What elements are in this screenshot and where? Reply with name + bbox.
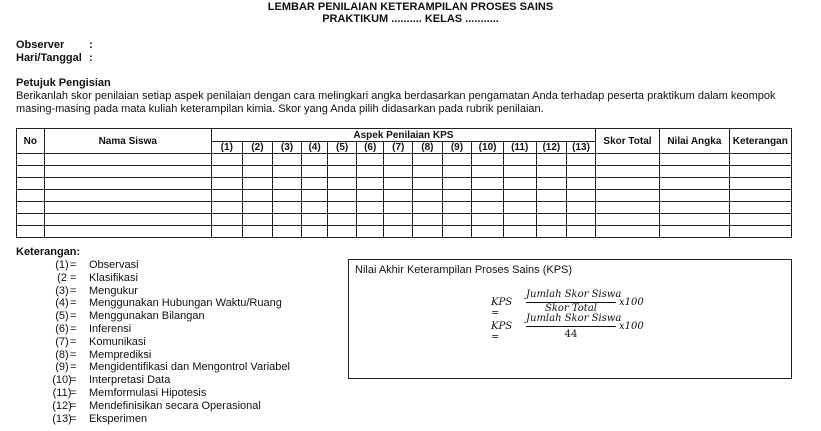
- legend-item-label: Menggunakan Bilangan: [89, 310, 205, 323]
- table-cell[interactable]: [660, 226, 729, 238]
- table-cell[interactable]: [472, 178, 504, 190]
- table-cell[interactable]: [44, 226, 211, 238]
- table-cell[interactable]: [503, 190, 536, 202]
- table-cell[interactable]: [536, 154, 567, 166]
- table-cell[interactable]: [356, 190, 384, 202]
- table-cell[interactable]: [660, 190, 729, 202]
- table-cell[interactable]: [503, 166, 536, 178]
- table-cell[interactable]: [472, 154, 504, 166]
- observer-colon: :: [89, 39, 93, 51]
- table-cell[interactable]: [44, 154, 211, 166]
- table-cell[interactable]: [729, 154, 791, 166]
- table-cell[interactable]: [328, 226, 357, 238]
- table-cell[interactable]: [472, 190, 504, 202]
- aspect-number-header: (5): [328, 142, 357, 154]
- table-cell[interactable]: [442, 166, 472, 178]
- table-cell[interactable]: [660, 214, 729, 226]
- formula-2-denominator: 44: [564, 329, 578, 340]
- table-cell[interactable]: [328, 166, 357, 178]
- formula-2-lhs: KPS =: [491, 321, 513, 343]
- table-cell[interactable]: [356, 226, 384, 238]
- aspect-number-header: (6): [356, 142, 384, 154]
- table-cell[interactable]: [17, 166, 45, 178]
- table-cell[interactable]: [44, 190, 211, 202]
- legend-item-number: (9): [55, 361, 69, 374]
- table-cell[interactable]: [595, 202, 659, 214]
- legend-item-number: (5): [55, 310, 69, 323]
- legend-item-number: (4): [55, 297, 69, 310]
- table-cell[interactable]: [211, 178, 242, 190]
- table-cell[interactable]: [17, 202, 45, 214]
- instructions-line-2: masing-masing pada mata kuliah keterampilan kimia. Skor yang Anda pilih didasarkan pada rubrik penilaian.: [16, 103, 544, 115]
- table-cell[interactable]: [328, 178, 357, 190]
- table-cell[interactable]: [729, 166, 791, 178]
- table-cell[interactable]: [413, 190, 443, 202]
- col-aspect-header: Aspek Penilaian KPS: [211, 129, 595, 142]
- aspect-number-header: (8): [413, 142, 443, 154]
- col-name-header: Nama Siswa: [44, 129, 211, 154]
- table-cell[interactable]: [384, 190, 413, 202]
- legend-item-equals: =: [70, 386, 77, 399]
- table-cell[interactable]: [242, 226, 273, 238]
- legend-item-number: (10): [52, 374, 72, 387]
- table-cell[interactable]: [413, 202, 443, 214]
- table-cell[interactable]: [44, 214, 211, 226]
- table-cell[interactable]: [595, 154, 659, 166]
- aspect-number-header: (7): [384, 142, 413, 154]
- legend-item-number: (3): [55, 284, 69, 297]
- table-cell[interactable]: [503, 178, 536, 190]
- table-cell[interactable]: [536, 214, 567, 226]
- table-cell[interactable]: [273, 166, 302, 178]
- formula-1-rhs: x100: [619, 297, 644, 308]
- table-cell[interactable]: [17, 190, 45, 202]
- legend-item-label: Menggunakan Hubungan Waktu/Ruang: [89, 297, 282, 310]
- table-cell[interactable]: [503, 226, 536, 238]
- formula-2-rhs: x100: [619, 321, 644, 332]
- final-score-box: [348, 259, 792, 379]
- table-cell[interactable]: [595, 178, 659, 190]
- table-cell[interactable]: [211, 166, 242, 178]
- instructions-heading: Petujuk Pengisian: [16, 77, 111, 89]
- table-cell[interactable]: [211, 226, 242, 238]
- table-cell[interactable]: [567, 202, 596, 214]
- table-cell[interactable]: [472, 166, 504, 178]
- table-cell[interactable]: [328, 202, 357, 214]
- table-cell[interactable]: [301, 154, 328, 166]
- legend-item-number: (12): [52, 399, 72, 412]
- table-cell[interactable]: [211, 202, 242, 214]
- date-colon: :: [89, 52, 93, 64]
- table-cell[interactable]: [273, 190, 302, 202]
- table-cell[interactable]: [301, 178, 328, 190]
- legend-item-number: (2: [57, 271, 67, 284]
- table-cell[interactable]: [503, 202, 536, 214]
- table-cell[interactable]: [660, 178, 729, 190]
- table-cell[interactable]: [17, 154, 45, 166]
- legend-item-label: Mengukur: [89, 284, 138, 297]
- legend-item-number: (1): [55, 259, 69, 271]
- table-cell[interactable]: [242, 214, 273, 226]
- table-cell[interactable]: [442, 178, 472, 190]
- table-cell[interactable]: [384, 178, 413, 190]
- table-cell[interactable]: [301, 190, 328, 202]
- table-cell[interactable]: [567, 166, 596, 178]
- table-cell[interactable]: [729, 226, 791, 238]
- legend-item-equals: =: [70, 361, 77, 374]
- table-cell[interactable]: [301, 166, 328, 178]
- legend-item-label: Interpretasi Data: [89, 374, 171, 387]
- table-cell[interactable]: [384, 166, 413, 178]
- table-cell[interactable]: [442, 226, 472, 238]
- aspect-number-header: (11): [503, 142, 536, 154]
- final-score-title: Nilai Akhir Keterampilan Proses Sains (KPS): [355, 264, 573, 276]
- formula-2-numerator: Jumlah Skor Siswa: [526, 313, 622, 324]
- legend-item-equals: =: [70, 271, 77, 284]
- legend-item-label: Eksperimen: [89, 412, 148, 425]
- table-cell[interactable]: [503, 214, 536, 226]
- table-cell[interactable]: [442, 190, 472, 202]
- aspect-number-header: (13): [567, 142, 596, 154]
- table-cell[interactable]: [413, 166, 443, 178]
- table-cell[interactable]: [301, 226, 328, 238]
- table-cell[interactable]: [17, 214, 45, 226]
- aspect-number-header: (2): [242, 142, 273, 154]
- formula-2-fraction-bar: [526, 326, 616, 327]
- instructions-line-1: Berikanlah skor penilaian setiap aspek penilaian dengan cara melingkari angka berdasarkan pengamatan Anda terhadap peserta praktikum dalam keompok: [16, 90, 776, 102]
- formula-1-denominator: Skor Total: [545, 303, 597, 314]
- table-cell[interactable]: [328, 190, 357, 202]
- table-cell[interactable]: [384, 226, 413, 238]
- aspect-number-header: (3): [273, 142, 302, 154]
- table-cell[interactable]: [503, 154, 536, 166]
- table-cell[interactable]: [413, 178, 443, 190]
- col-value-header: Nilai Angka: [660, 129, 729, 154]
- table-cell[interactable]: [242, 202, 273, 214]
- legend-item-equals: =: [70, 284, 77, 297]
- legend-item-equals: =: [70, 412, 77, 425]
- legend-heading: Keterangan:: [16, 246, 81, 258]
- table-cell[interactable]: [660, 166, 729, 178]
- col-note-header: Keterangan: [729, 129, 791, 154]
- legend-item-number: (8): [55, 348, 69, 361]
- table-cell[interactable]: [328, 154, 357, 166]
- table-cell[interactable]: [44, 178, 211, 190]
- table-cell[interactable]: [242, 166, 273, 178]
- table-cell[interactable]: [301, 202, 328, 214]
- table-cell[interactable]: [472, 202, 504, 214]
- legend-item-label: Inferensi: [89, 322, 132, 335]
- legend-item-equals: =: [70, 348, 77, 361]
- table-cell[interactable]: [660, 154, 729, 166]
- aspect-number-header: (9): [442, 142, 472, 154]
- table-cell[interactable]: [729, 178, 791, 190]
- table-cell[interactable]: [17, 226, 45, 238]
- legend-item-label: Memformulasi Hipotesis: [89, 386, 207, 399]
- legend-item-label: Mengidentifikasi dan Mengontrol Variabel: [89, 361, 290, 374]
- legend-item-label: Klasifikasi: [89, 271, 138, 284]
- table-cell[interactable]: [729, 202, 791, 214]
- table-cell[interactable]: [242, 178, 273, 190]
- legend-item-equals: =: [70, 322, 77, 335]
- table-cell[interactable]: [273, 178, 302, 190]
- legend-item-label: Memprediksi: [89, 348, 152, 361]
- table-cell[interactable]: [242, 190, 273, 202]
- legend-item-number: (11): [52, 386, 72, 399]
- table-row: [17, 214, 792, 226]
- table-cell[interactable]: [273, 202, 302, 214]
- table-cell[interactable]: [17, 178, 45, 190]
- formula-1-lhs: KPS =: [491, 297, 513, 319]
- table-cell[interactable]: [273, 226, 302, 238]
- table-cell[interactable]: [536, 226, 567, 238]
- table-cell[interactable]: [301, 214, 328, 226]
- formula-1-numerator: Jumlah Skor Siswa: [526, 289, 622, 300]
- table-cell[interactable]: [44, 202, 211, 214]
- table-cell[interactable]: [413, 154, 443, 166]
- table-cell[interactable]: [356, 214, 384, 226]
- table-cell[interactable]: [536, 178, 567, 190]
- legend-item-number: (7): [55, 335, 69, 348]
- table-cell[interactable]: [384, 154, 413, 166]
- table-row: [17, 166, 792, 178]
- table-cell[interactable]: [729, 214, 791, 226]
- table-cell[interactable]: [472, 214, 504, 226]
- table-row: [17, 178, 792, 190]
- table-cell[interactable]: [356, 202, 384, 214]
- table-row: [17, 226, 792, 238]
- table-cell[interactable]: [328, 214, 357, 226]
- table-cell[interactable]: [567, 214, 596, 226]
- legend-item-equals: =: [70, 374, 77, 387]
- col-total-header: Skor Total: [595, 129, 659, 154]
- table-cell[interactable]: [356, 178, 384, 190]
- legend-item-number: (6): [55, 322, 69, 335]
- legend-item-label: Komunikasi: [89, 335, 146, 348]
- table-row: [17, 190, 792, 202]
- legend-item-equals: =: [70, 399, 77, 412]
- aspect-number-header: (12): [536, 142, 567, 154]
- table-cell[interactable]: [595, 190, 659, 202]
- table-cell[interactable]: [384, 202, 413, 214]
- observer-label: Observer: [16, 39, 65, 51]
- table-cell[interactable]: [356, 166, 384, 178]
- legend-item-number: (13): [52, 412, 72, 425]
- table-cell[interactable]: [211, 214, 242, 226]
- legend-item-equals: =: [70, 310, 77, 323]
- table-cell[interactable]: [472, 226, 504, 238]
- table-cell[interactable]: [211, 190, 242, 202]
- table-row: [17, 154, 792, 166]
- table-cell[interactable]: [413, 214, 443, 226]
- table-cell[interactable]: [595, 226, 659, 238]
- table-cell[interactable]: [442, 214, 472, 226]
- table-cell[interactable]: [536, 202, 567, 214]
- table-cell[interactable]: [442, 154, 472, 166]
- table-cell[interactable]: [595, 214, 659, 226]
- table-cell[interactable]: [536, 166, 567, 178]
- aspect-number-header: (10): [472, 142, 504, 154]
- table-cell[interactable]: [273, 154, 302, 166]
- table-cell[interactable]: [660, 202, 729, 214]
- table-cell[interactable]: [356, 154, 384, 166]
- table-cell[interactable]: [567, 190, 596, 202]
- table-cell[interactable]: [729, 190, 791, 202]
- legend-item-label: Mendefinisikan secara Operasional: [89, 399, 261, 412]
- table-cell[interactable]: [567, 154, 596, 166]
- table-cell[interactable]: [211, 154, 242, 166]
- col-no-header: No: [17, 129, 45, 154]
- legend-item-equals: =: [70, 259, 77, 271]
- table-cell[interactable]: [567, 226, 596, 238]
- table-cell[interactable]: [242, 154, 273, 166]
- aspect-number-header: (4): [301, 142, 328, 154]
- kps-assessment-table: [16, 128, 792, 238]
- legend-item-equals: =: [70, 335, 77, 348]
- table-row: [17, 202, 792, 214]
- date-label: Hari/Tanggal: [16, 52, 82, 64]
- table-cell[interactable]: [413, 226, 443, 238]
- table-cell[interactable]: [384, 214, 413, 226]
- legend-item-label: Observasi: [89, 259, 139, 271]
- table-cell[interactable]: [44, 166, 211, 178]
- table-cell[interactable]: [567, 178, 596, 190]
- table-cell[interactable]: [273, 214, 302, 226]
- table-cell[interactable]: [536, 190, 567, 202]
- legend-item-equals: =: [70, 297, 77, 310]
- table-body: [17, 154, 792, 238]
- page-subtitle: PRAKTIKUM .......... KELAS ...........: [322, 13, 499, 25]
- table-cell[interactable]: [595, 166, 659, 178]
- table-cell[interactable]: [442, 202, 472, 214]
- page-title: LEMBAR PENILAIAN KETERAMPILAN PROSES SAINS: [267, 1, 554, 13]
- aspect-number-header: (1): [211, 142, 242, 154]
